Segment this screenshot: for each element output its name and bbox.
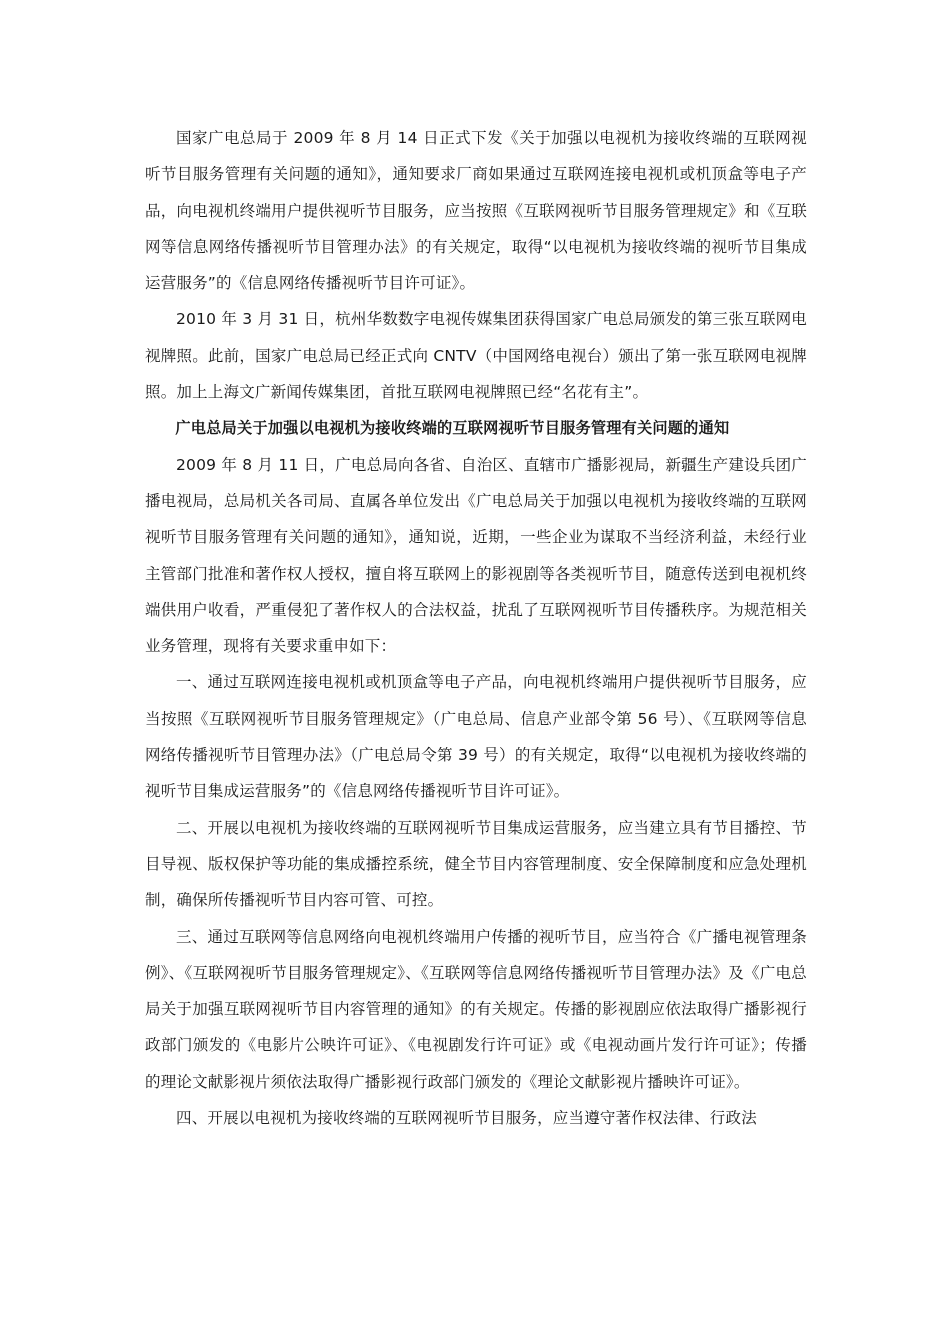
notice-heading: 广电总局关于加强以电视机为接收终端的互联网视听节目服务管理有关问题的通知 <box>175 419 730 438</box>
intro-paragraph-license-holders: 2010 年 3 月 31 日，杭州华数数字电视传媒集团获得国家广电总局颁发的第三张互联网电视牌照。此前，国家广电总局已经正式向 CNTV（中国网络电视台）颁出了第一张互联网电视牌照。加上上海文广新闻传媒集团，首批互联网电视牌照已经“名花有主”。 <box>145 310 807 402</box>
document-body <box>145 120 807 1136</box>
notice-paragraph-preamble: 2009 年 8 月 11 日，广电总局向各省、自治区、直辖市广播影视局，新疆生产建设兵团广播电视局，总局机关各司局、直属各单位发出《广电总局关于加强以电视机为接收终端的互联网视听节目服务管理有关问题的通知》，通知说，近期，一些企业为谋取不当经济利益，未经行业主管部门批准和著作权人授权，擅自将互联网上的影视剧等各类视听节目，随意传送到电视机终端供用户收看，严重侵犯了著作权人的合法权益，扰乱了互联网视听节目传播秩序。为规范相关业务管理，现将有关要求重申如下： <box>145 455 807 656</box>
notice-paragraph-item-4: 四、开展以电视机为接收终端的互联网视听节目服务，应当遵守著作权法律、行政法 <box>176 1109 757 1128</box>
notice-paragraph-item-3: 三、通过互联网等信息网络向电视机终端用户传播的视听节目，应当符合《广播电视管理条例》、《互联网视听节目服务管理规定》、《互联网等信息网络传播视听节目管理办法》及《广电总局关于加强互联网视听节目内容管理的通知》的有关规定。传播的影视剧应依法取得广播影视行政部门颁发的《电影片公映许可证》、《电视剧发行许可证》或《电视动画片发行许可证》；传播的理论文献影视片须依法取得广播影视行政部门颁发的《理论文献影视片播映许可证》。 <box>145 927 807 1091</box>
notice-paragraph-item-1: 一、通过互联网连接电视机或机顶盒等电子产品，向电视机终端用户提供视听节目服务，应当按照《互联网视听节目服务管理规定》（广电总局、信息产业部令第 56 号）、《互联网等信息网络传播视听节目管理办法》（广电总局令第 39 号）的有关规定，取得“以电视机为接收终端的视听节目集成运营服务”的《信息网络传播视听节目许可证》。 <box>145 673 807 801</box>
intro-paragraph-license-notice: 国家广电总局于 2009 年 8 月 14 日正式下发《关于加强以电视机为接收终端的互联网视听节目服务管理有关问题的通知》，通知要求厂商如果通过互联网连接电视机或机顶盒等电子产品，向电视机终端用户提供视听节目服务，应当按照《互联网视听节目服务管理规定》和《互联网等信息网络传播视听节目管理办法》的有关规定，取得“以电视机为接收终端的视听节目集成运营服务”的《信息网络传播视听节目许可证》。 <box>145 129 807 293</box>
notice-paragraph-item-2: 二、开展以电视机为接收终端的互联网视听节目集成运营服务，应当建立具有节目播控、节目导视、版权保护等功能的集成播控系统，健全节目内容管理制度、安全保障制度和应急处理机制，确保所传播视听节目内容可管、可控。 <box>145 818 807 910</box>
